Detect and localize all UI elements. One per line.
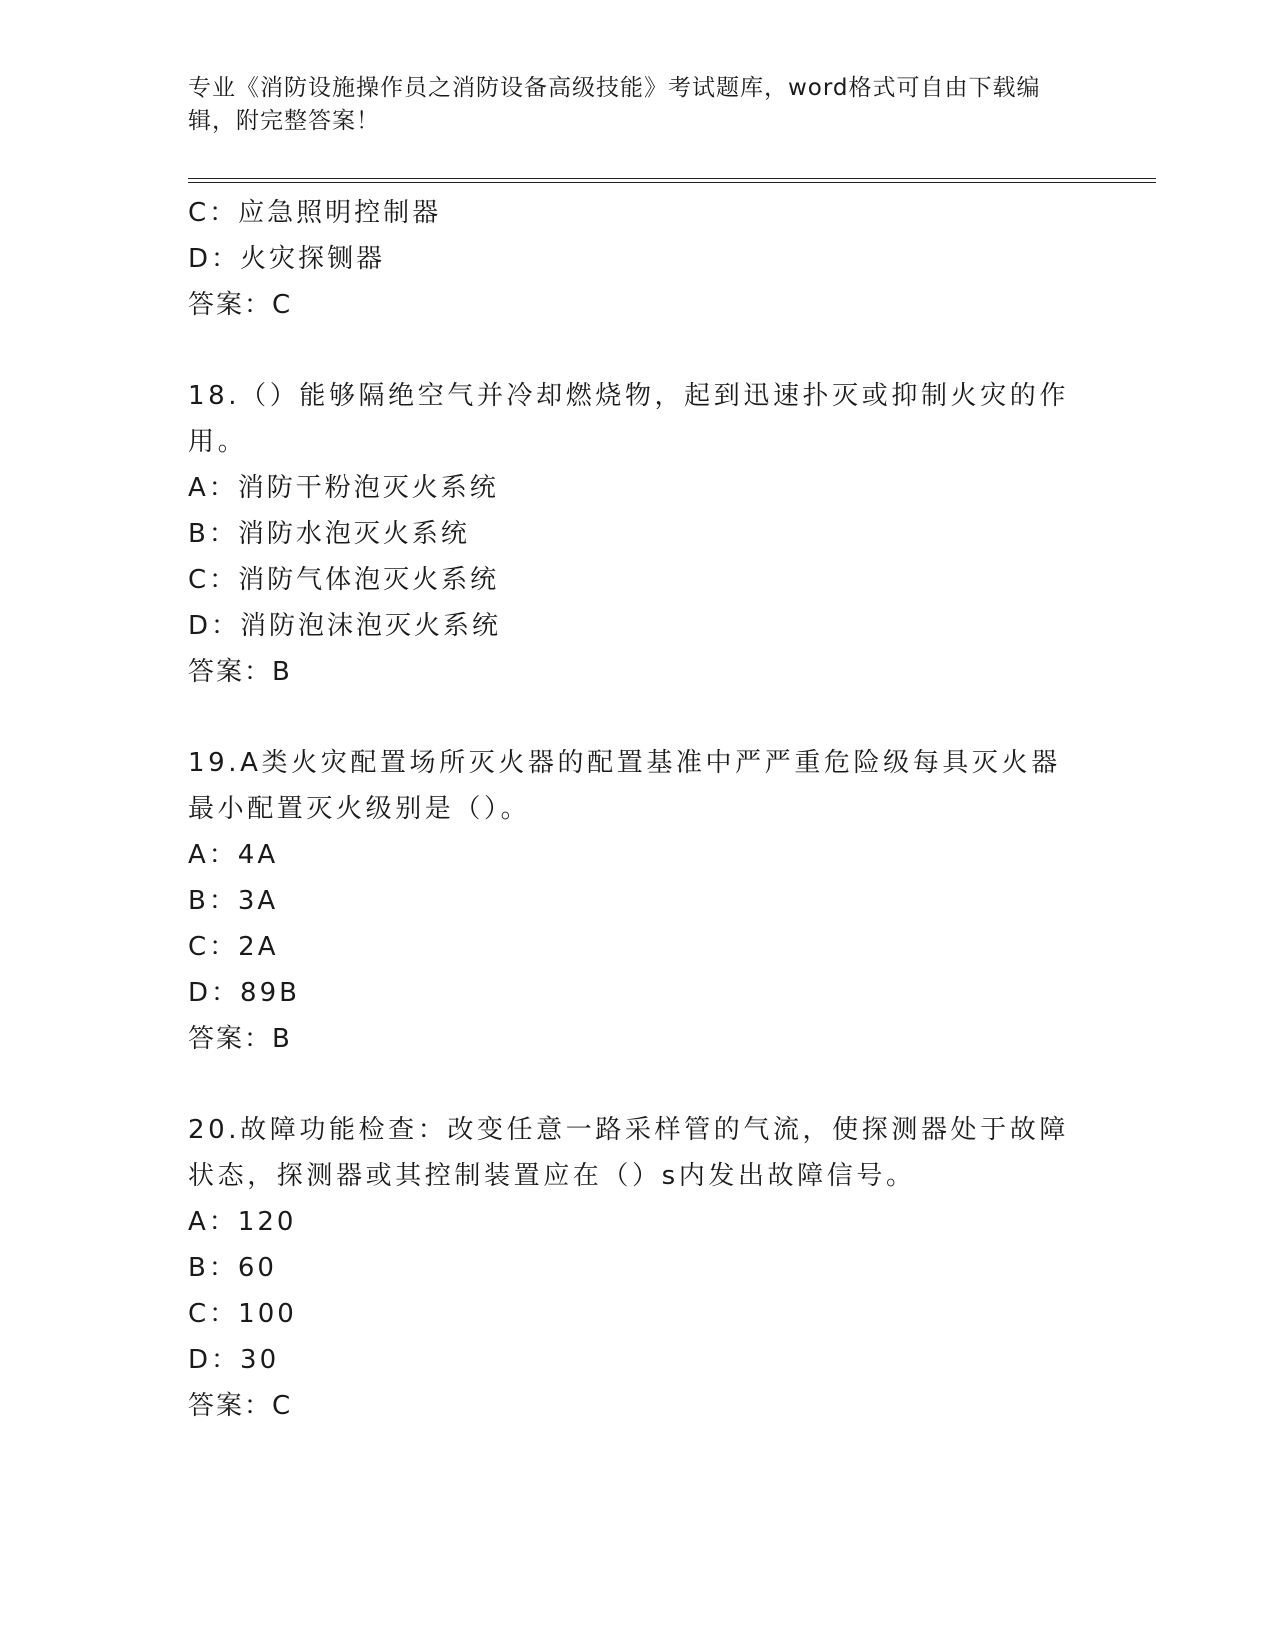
option-a: A：120 <box>188 1207 297 1237</box>
question-list <box>188 190 1088 1429</box>
document-header-note: 专业《消防设施操作员之消防设备高级技能》考试题库，word格式可自由下载编辑，附完整答案！ <box>188 75 1041 134</box>
option-c: C：应急照明控制器 <box>188 198 442 228</box>
answer-line: 答案：B <box>188 1024 292 1054</box>
option-a: A：4A <box>188 840 279 870</box>
answer-line: 答案：B <box>188 657 292 687</box>
question-block <box>188 373 1088 695</box>
option-d: D：火灾探铡器 <box>188 244 386 274</box>
option-a: A：消防干粉泡灭火系统 <box>188 473 499 503</box>
answer-line: 答案：C <box>188 1391 293 1421</box>
question-block <box>188 740 1088 1062</box>
header-divider <box>188 178 1156 183</box>
question-block <box>188 1107 1088 1429</box>
option-d: D：30 <box>188 1345 280 1375</box>
question-text: 20.故障功能检查：改变任意一路采样管的气流，使探测器处于故障状态，探测器或其控制装置应在（）s内发出故障信号。 <box>188 1115 1069 1191</box>
prev-question-block <box>188 190 1088 328</box>
answer-line: 答案：C <box>188 290 293 320</box>
option-b: B：消防水泡灭火系统 <box>188 519 470 549</box>
option-c: C：消防气体泡灭火系统 <box>188 565 500 595</box>
option-c: C：2A <box>188 932 279 962</box>
option-c: C：100 <box>188 1299 297 1329</box>
option-d: D：消防泡沫泡灭火系统 <box>188 611 502 641</box>
question-text: 18.（）能够隔绝空气并冷却燃烧物，起到迅速扑灭或抑制火灾的作用。 <box>188 381 1069 457</box>
option-d: D：89B <box>188 978 300 1008</box>
question-text: 19.A类火灾配置场所灭火器的配置基准中严严重危险级每具灭火器最小配置灭火级别是（）。 <box>188 748 1061 824</box>
option-b: B：60 <box>188 1253 277 1283</box>
option-b: B：3A <box>188 886 279 916</box>
